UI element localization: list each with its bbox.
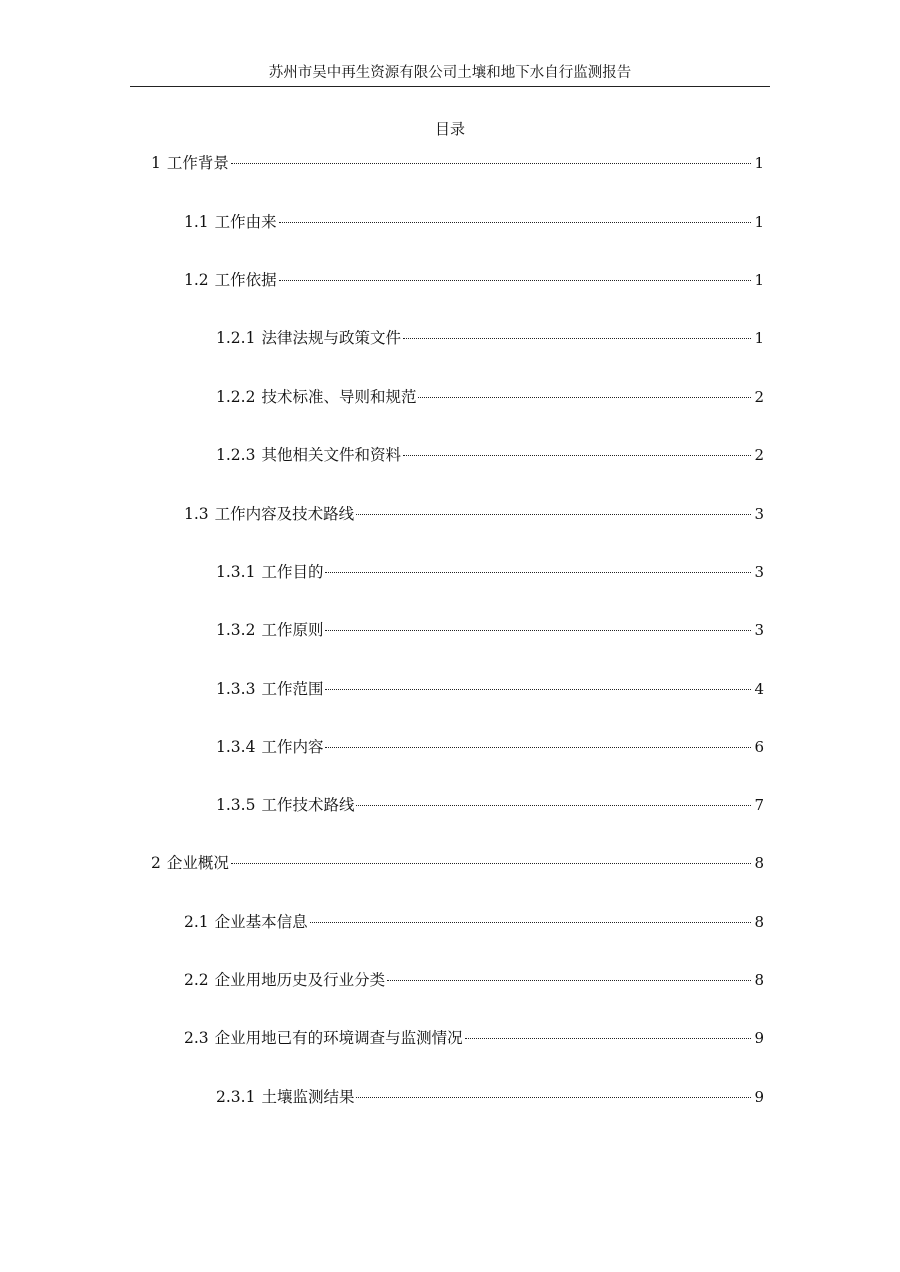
toc-entry-page: 3 (754, 563, 764, 581)
toc-entry-title: 土壤监测结果 (261, 1088, 355, 1106)
toc-entry-title: 工作由来 (214, 213, 277, 231)
toc-entry-title: 企业用地已有的环境调查与监测情况 (214, 1029, 463, 1047)
dot-leader (231, 863, 752, 864)
toc-entry[interactable] (184, 268, 764, 292)
dot-leader (325, 689, 751, 690)
toc-entry-title: 企业概况 (166, 854, 229, 872)
toc-entry-page: 4 (754, 680, 764, 698)
toc-entry-title: 技术标准、导则和规范 (261, 388, 417, 406)
toc-entry-number: 1.3.2 (216, 621, 256, 639)
toc-entry-number: 2 (151, 854, 161, 872)
toc-entry-number: 1.3.3 (216, 680, 256, 698)
toc-entry-number: 1.3 (184, 505, 209, 523)
toc-entry-page: 7 (754, 796, 764, 814)
toc-entry[interactable] (216, 735, 764, 759)
dot-leader (387, 980, 751, 981)
dot-leader (231, 163, 752, 164)
report-title: 苏州市吴中再生资源有限公司土壤和地下水自行监测报告 (268, 65, 632, 81)
toc-entry-title: 其他相关文件和资料 (261, 446, 401, 464)
toc-entry-page: 8 (754, 971, 764, 989)
toc-entry-title: 工作原则 (261, 621, 324, 639)
dot-leader (465, 1038, 752, 1039)
dot-leader (325, 747, 751, 748)
toc-entry-number: 1.2 (184, 271, 209, 289)
toc-entry-number: 1.3.5 (216, 796, 256, 814)
toc-entry[interactable] (184, 910, 764, 934)
toc-entry-number: 1.2.1 (216, 329, 256, 347)
toc-entry[interactable] (216, 1085, 764, 1109)
dot-leader (279, 280, 752, 281)
dot-leader (403, 338, 751, 339)
toc-entry-title: 工作内容 (261, 738, 324, 756)
toc-entry-title: 工作内容及技术路线 (214, 505, 355, 523)
dot-leader (310, 922, 752, 923)
toc-entry-title: 工作目的 (261, 563, 324, 581)
toc-entry-number: 2.1 (184, 913, 209, 931)
dot-leader (403, 455, 751, 456)
toc-entry-number: 2.3.1 (216, 1088, 256, 1106)
toc-entry-page: 1 (754, 213, 764, 231)
dot-leader (325, 572, 751, 573)
toc-entry-page: 1 (754, 154, 764, 172)
dot-leader (418, 397, 751, 398)
toc-entry[interactable] (216, 618, 764, 642)
toc-entry-title: 工作背景 (166, 154, 229, 172)
dot-leader (279, 222, 752, 223)
toc-entry[interactable] (216, 560, 764, 584)
toc-entry-number: 1.2.3 (216, 446, 256, 464)
toc-entry-number: 2.2 (184, 971, 209, 989)
toc-entry-number: 1.1 (184, 213, 209, 231)
toc-entry-title: 工作技术路线 (261, 796, 355, 814)
toc-entry[interactable] (216, 326, 764, 350)
toc-entry-title: 企业用地历史及行业分类 (214, 971, 386, 989)
toc-entry-page: 3 (754, 621, 764, 639)
toc-entry[interactable] (184, 502, 764, 526)
toc-entry-page: 1 (754, 271, 764, 289)
toc-entry-page: 8 (754, 913, 764, 931)
toc-entry-page: 6 (754, 738, 764, 756)
toc-entry[interactable] (151, 851, 764, 875)
toc-entry-page: 2 (754, 446, 764, 464)
toc-entry[interactable] (216, 443, 764, 467)
toc-title: 目录 (434, 120, 465, 138)
toc-entry-number: 2.3 (184, 1029, 209, 1047)
toc-entry-number: 1 (151, 154, 161, 172)
dot-leader (356, 514, 751, 515)
toc-entry[interactable] (151, 151, 764, 175)
toc-entry-number: 1.3.1 (216, 563, 256, 581)
toc-entry-page: 9 (754, 1029, 764, 1047)
toc-entry[interactable] (216, 793, 764, 817)
toc-entry-page: 1 (754, 329, 764, 347)
dot-leader (356, 1097, 751, 1098)
toc-entry[interactable] (216, 385, 764, 409)
toc-entry-page: 8 (754, 854, 764, 872)
dot-leader (356, 805, 751, 806)
dot-leader (325, 630, 751, 631)
toc-entry-title: 工作范围 (261, 680, 324, 698)
toc-entry-title: 工作依据 (214, 271, 277, 289)
toc-entry[interactable] (184, 1026, 764, 1050)
toc-entry-page: 3 (754, 505, 764, 523)
toc-entry[interactable] (216, 677, 764, 701)
toc-entry-page: 2 (754, 388, 764, 406)
toc-entry[interactable] (184, 968, 764, 992)
toc-entry-title: 企业基本信息 (214, 913, 308, 931)
toc-entry[interactable] (184, 210, 764, 234)
toc-entry-number: 1.3.4 (216, 738, 256, 756)
toc-entry-title: 法律法规与政策文件 (261, 329, 401, 347)
toc-entry-page: 9 (754, 1088, 764, 1106)
toc-entry-number: 1.2.2 (216, 388, 256, 406)
